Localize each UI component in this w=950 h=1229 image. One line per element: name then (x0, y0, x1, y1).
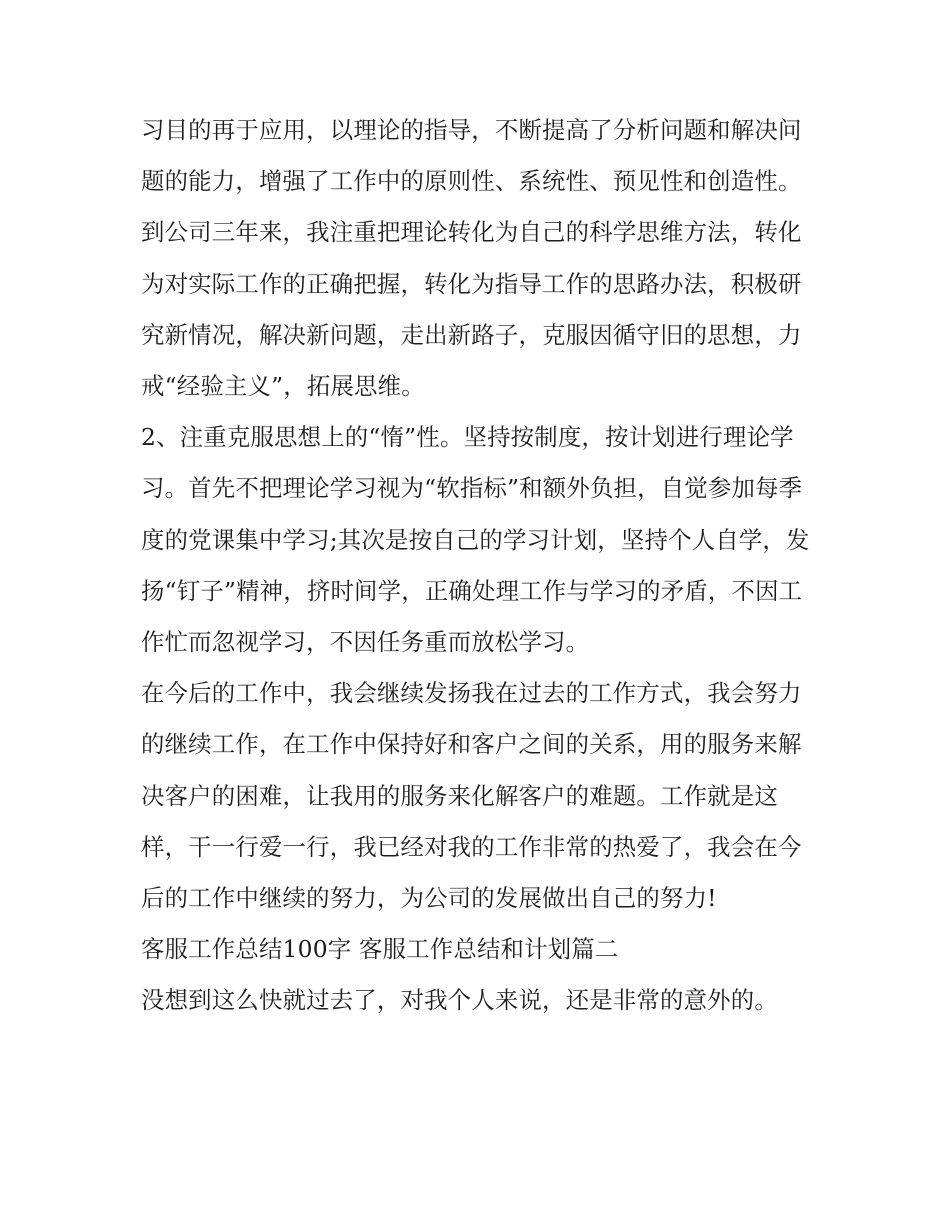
paragraph-study-application: 习目的再于应用，以理论的指导，不断提高了分析问题和解决问题的能力，增强了工作中的原则性、系统性、预见性和创造性。 (141, 116, 802, 196)
paragraph-overcome-inertia: 2、注重克服思想上的“惰”性。坚持按制度，按计划进行理论学习。首先不把理论学习视为“软指标”和额外负担，自觉参加每季度的党课集中学习;其次是按自己的学习计划，坚持个人自学，发扬“钉子”精神，挤时间学，正确处理工作与学习的矛盾，不因工作忙而忽视学习，不因任务重而放松学习。 (141, 423, 810, 657)
paragraph-future-work: 在今后的工作中，我会继续发扬我在过去的工作方式，我会努力的继续工作，在工作中保持好和客户之间的关系，用的服务来解决客户的困难，让我用的服务来化解客户的难题。工作就是这样，干一行爱一行，我已经对我的工作非常的热爱了，我会在今后的工作中继续的努力，为公司的发展做出自己的努力! (141, 679, 802, 913)
section-heading: 客服工作总结100字 客服工作总结和计划篇二 (141, 935, 619, 964)
paragraph-three-years: 到公司三年来，我注重把理论转化为自己的科学思维方法，转化为对实际工作的正确把握，转化为指导工作的思路办法，积极研究新情况，解决新问题，走出新路子，克服因循守旧的思想，力戒“经验主义”，拓展思维。 (141, 218, 802, 401)
document-body (141, 105, 816, 1027)
paragraph-intro: 没想到这么快就过去了，对我个人来说，还是非常的意外的。 (141, 986, 778, 1015)
